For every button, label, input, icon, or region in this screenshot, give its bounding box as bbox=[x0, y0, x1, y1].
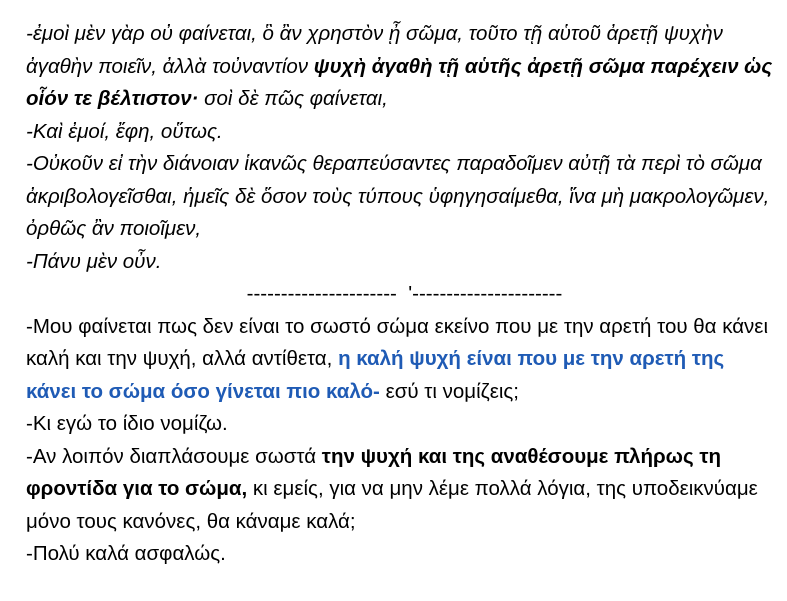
ancient-paragraph-2 bbox=[26, 116, 773, 149]
modern-paragraph-3 bbox=[26, 441, 773, 539]
ancient-paragraph-1 bbox=[26, 18, 773, 116]
text-run: -Μου φαίνεται πως δεν είναι το σωστό σώμα εκείνο που με την αρετή του θα κάνει καλή και την ψυχή, αλλά αντίθετα, bbox=[26, 314, 768, 370]
text-run: -Αν λοιπόν διαπλάσουμε σωστά bbox=[26, 444, 322, 468]
text-run: -ἐμοὶ μὲν γὰρ οὐ φαίνεται, ὃ ἂν χρηστὸν ᾖ σῶμα, τοῦτο τῇ αὑτοῦ ἀρετῇ ψυχὴν ἀγαθὴν ποιεῖν, ἀλλὰ τοὐναντίον bbox=[26, 22, 723, 78]
text-run: εσύ τι νομίζεις; bbox=[379, 379, 519, 403]
text-run: κι εμείς, για να μην λέμε πολλά λόγια, της υποδεικνύαμε μόνο τους κανόνες, θα κάναμε καλά; bbox=[26, 477, 758, 533]
ancient-greek-section bbox=[26, 18, 773, 278]
section-separator: ---------------------- '---------------------- bbox=[246, 282, 563, 305]
text-run: σοὶ δὲ πῶς φαίνεται, bbox=[198, 87, 388, 110]
modern-paragraph-4 bbox=[26, 538, 773, 571]
bold-text-run: την ψυχή και της αναθέσουμε πλήρως τη φροντίδα για το σώμα, bbox=[26, 444, 721, 500]
modern-greek-section bbox=[26, 311, 773, 571]
text-run: -Πολύ καλά ασφαλώς. bbox=[26, 542, 226, 565]
highlighted-text-run: η καλή ψυχή είναι που με την αρετή της κάνει το σώμα όσο γίνεται πιο καλό- bbox=[26, 347, 725, 403]
bold-text-run: ψυχὴ ἀγαθὴ τῇ αὑτῆς ἀρετῇ σῶμα παρέχειν ὡς οἷόν τε βέλτιστον· bbox=[26, 54, 773, 110]
modern-paragraph-2 bbox=[26, 408, 773, 441]
text-run: -Οὐκοῦν εἰ τὴν διάνοιαν ἱκανῶς θεραπεύσαντες παραδοῖμεν αὐτῇ τὰ περὶ τὸ σῶμα ἀκριβολογεῖσθαι, ἡμεῖς δὲ ὅσον τοὺς τύπους ὑφηγησαίμεθα, ἵνα μὴ μακρολογῶμεν, ὀρθῶς ἂν ποιοῖμεν, bbox=[26, 152, 770, 240]
ancient-paragraph-4 bbox=[26, 246, 773, 279]
text-run: -Πάνυ μὲν οὖν. bbox=[26, 249, 162, 273]
text-run: -Κι εγώ το ίδιο νομίζω. bbox=[26, 412, 228, 435]
text-run: -Καὶ ἐμοί, ἔφη, οὕτως. bbox=[26, 119, 223, 143]
ancient-paragraph-3 bbox=[26, 148, 773, 246]
modern-paragraph-1 bbox=[26, 311, 773, 409]
